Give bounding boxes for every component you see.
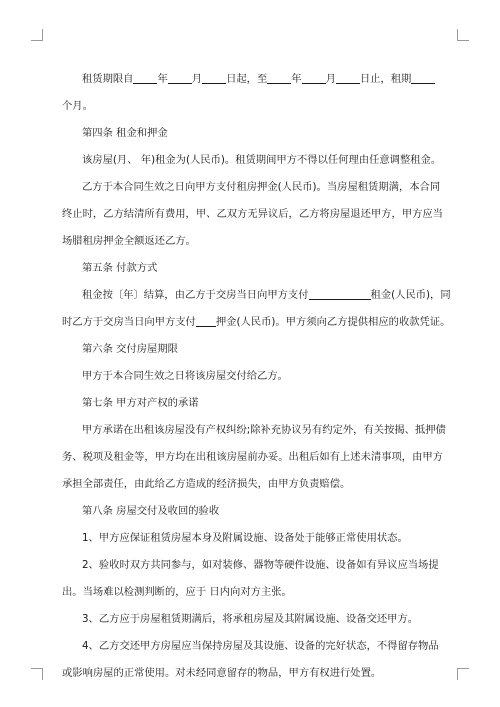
article4-deposit-line1: 乙方于本合同生效之日向甲方支付租房押金(人民币)。当房屋租赁期满，本合同 [82, 181, 441, 193]
article8-item2-line1: 2、验收时双方共同参与，如对装修、器物等硬件设施、设备如有异议应当场提 [82, 559, 439, 571]
day-label: 日止，租期 [359, 73, 412, 85]
article4-deposit-line3: 场腊租房押金全额返还乙方。 [62, 235, 196, 247]
article7-heading: 第七条 甲方对产权的承诺 [82, 397, 199, 409]
article7-line1: 甲方承诺在出租该房屋没有产权纠纷;除补充协议另有约定外，有关按揭、抵押债 [82, 424, 446, 436]
blank-end-year [267, 72, 291, 84]
payment-text: 押金(人民币)。甲方须向乙方提供相应的收款凭证。 [215, 316, 451, 328]
article6-heading: 第六条 交付房屋期限 [82, 343, 178, 355]
crop-mark-bottom-right [457, 668, 469, 680]
crop-mark-top-left [31, 29, 43, 41]
article8-heading: 第八条 房屋交付及收回的验收 [82, 505, 220, 517]
article4-heading: 第四条 租金和押金 [82, 127, 168, 139]
article5-heading: 第五条 付款方式 [82, 262, 158, 274]
article4-rent: 该房屋(月、 年)租金为(人民币)。租赁期间甲方不得以任何理由任意调整租金。 [82, 154, 442, 166]
month-label: 月 [191, 73, 203, 85]
blank-start-month [168, 72, 192, 84]
article8-item3: 3、乙方应于房屋租赁期满后，将承租房屋及其附属设施、设备交还甲方。 [82, 613, 419, 625]
article8-item4-line2: 或影响房屋的正常使用。对未经同意留存的物品，甲方有权进行处置。 [62, 667, 382, 679]
blank-start-year [133, 72, 157, 84]
payment-text: 租金(人民币)，同 [370, 289, 451, 301]
blank-term-months [411, 72, 435, 84]
document-body [62, 66, 451, 687]
article7-line2: 务、税项及租金等，甲方均在出租该房屋前办妥。出租后如有上述未清事项，由甲方 [62, 451, 443, 463]
article8-item2-line2: 出。当场难以检测判断的，应于 日内向对方主张。 [62, 586, 292, 598]
payment-text: 时乙方于交房当日向甲方支付 [62, 316, 196, 328]
blank-start-day [202, 72, 226, 84]
article5-payment-line2 [62, 309, 451, 336]
blank-end-day [336, 72, 360, 84]
article8-item4-line1: 4、乙方交还甲方房屋应当保持房屋及其设施、设备的完好状态，不得留存物品 [82, 640, 439, 652]
year-label: 年 [157, 73, 168, 85]
lease-period-line [62, 66, 442, 93]
article6-text: 甲方于本合同生效之日将该房屋交付给乙方。 [82, 370, 288, 382]
article5-payment-line1 [62, 282, 451, 309]
article7-line3: 承担全部责任，由此给乙方造成的经济损失，由甲方负责赔偿。 [62, 478, 351, 490]
lease-period-prefix: 租赁期限自 [82, 73, 134, 85]
blank-deposit-amount [196, 315, 216, 327]
article8-item1: 1、甲方应保证租赁房屋本身及附属设施、设备处于能够正常使用状态。 [82, 532, 408, 544]
year-label: 年 [291, 73, 302, 85]
crop-mark-bottom-left [31, 668, 43, 680]
blank-rent-amount [309, 288, 371, 300]
blank-end-month [302, 72, 326, 84]
lease-period-months: 个月。 [62, 100, 93, 112]
month-label: 月 [325, 73, 336, 85]
crop-mark-top-right [457, 29, 469, 41]
article4-deposit-line2: 终止时，乙方结清所有费用，甲、乙双方无异议后，乙方将房屋退还甲方，甲方应当 [62, 208, 443, 220]
day-label: 日起，至 [226, 73, 268, 85]
payment-text: 租金按〔年〕结算，由乙方于交房当日向甲方支付 [82, 289, 309, 301]
